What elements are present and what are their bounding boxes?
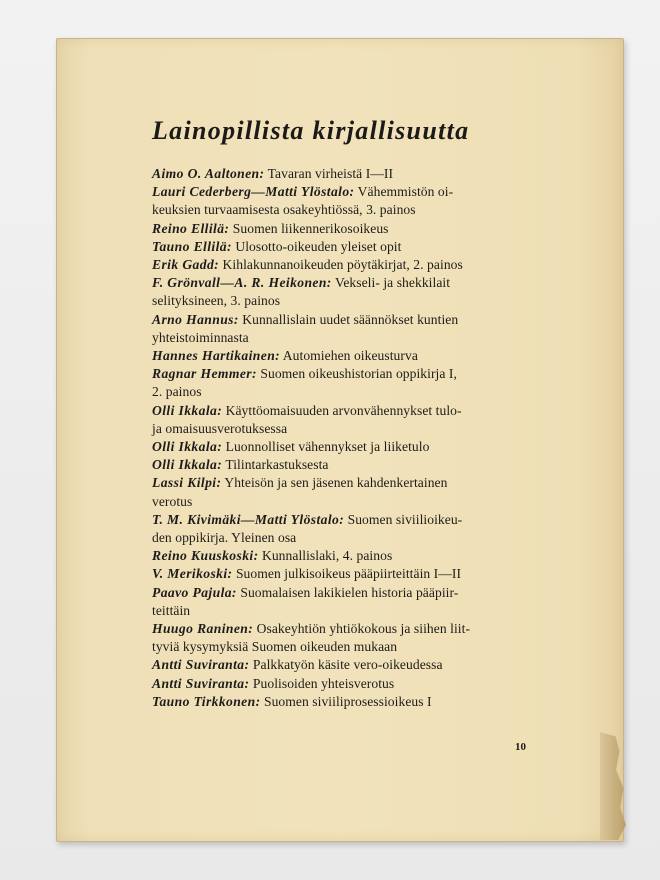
list-item <box>152 438 532 456</box>
entry-author: Lassi Kilpi: <box>152 475 222 491</box>
entry-title: Suomen julkisoikeus pääpiirteittäin I—II <box>235 566 462 582</box>
entry-author: Hannes Hartikainen: <box>152 348 281 364</box>
entry-author: Lauri Cederberg—Matti Ylöstalo: <box>152 184 355 200</box>
entry-author: T. M. Kivimäki—Matti Ylöstalo: <box>152 511 345 527</box>
entry-title: Tilintarkastuksesta <box>225 457 329 473</box>
entry-title: Automiehen oikeusturva <box>282 348 418 364</box>
list-item <box>152 165 532 183</box>
entry-title: Kihlakunnanoikeuden pöytäkirjat, 2. painos <box>222 257 463 273</box>
entry-author: Antti Suviranta: <box>152 657 250 673</box>
list-item <box>152 274 532 310</box>
entry-author: Arno Hannus: <box>152 311 239 327</box>
entry-author: Olli Ikkala: <box>152 402 223 418</box>
entry-author: Olli Ikkala: <box>152 457 223 473</box>
entry-author: Reino Ellilä: <box>152 220 230 236</box>
list-item <box>152 511 532 547</box>
entry-title: Osakeyhtiön yhtiökokous ja siihen liit- <box>256 621 471 637</box>
entry-title: Suomen siviilioikeu- <box>347 511 463 527</box>
list-item <box>152 620 532 656</box>
entry-title: Suomen liikennerikosoikeus <box>232 220 389 236</box>
entry-title-continuation: ja omaisuusverotuksessa <box>152 420 288 436</box>
entry-author: Reino Kuuskoski: <box>152 548 259 564</box>
list-item <box>152 547 532 565</box>
list-item <box>152 220 532 238</box>
list-item <box>152 584 532 620</box>
entry-title-continuation: 2. painos <box>152 384 202 400</box>
entry-author: Ragnar Hemmer: <box>152 366 257 382</box>
entry-title: Suomen oikeushistorian oppikirja I, <box>260 366 457 382</box>
list-item <box>152 256 532 274</box>
entry-author: Antti Suviranta: <box>152 675 250 691</box>
list-item <box>152 656 532 674</box>
entry-title: Kunnallislaki, 4. painos <box>261 548 393 564</box>
entry-title: Ulosotto-oikeuden yleiset opit <box>235 238 402 254</box>
entry-title-continuation: tyviä kysymyksiä Suomen oikeuden mukaan <box>152 639 398 655</box>
list-item <box>152 238 532 256</box>
entry-author: Erik Gadd: <box>152 257 220 273</box>
entry-author: V. Merikoski: <box>152 566 233 582</box>
entry-author: Olli Ikkala: <box>152 439 223 455</box>
entry-author: Tauno Ellilä: <box>152 238 232 254</box>
entry-author: Paavo Pajula: <box>152 584 237 600</box>
entry-author: Huugo Raninen: <box>152 621 254 637</box>
list-item <box>152 311 532 347</box>
entry-title-continuation: den oppikirja. Yleinen osa <box>152 530 297 546</box>
entry-title: Palkkatyön käsite vero-oikeudessa <box>252 657 443 673</box>
entry-title: Tavaran virheistä I—II <box>267 166 394 181</box>
bibliography-list <box>152 165 532 711</box>
entry-title-continuation: yhteistoiminnasta <box>152 329 249 345</box>
list-item <box>152 693 532 711</box>
entry-title-continuation: teittäin <box>152 602 191 618</box>
entry-author: Aimo O. Aaltonen: <box>152 166 265 181</box>
entry-title: Kunnallislain uudet säännökset kuntien <box>242 311 459 327</box>
page-heading: Lainopillista kirjallisuutta <box>152 116 470 145</box>
entry-title: Vekseli- ja shekkilait <box>334 275 451 291</box>
list-item <box>152 183 532 219</box>
entry-title: Käyttöomaisuuden arvonvähennykset tulo- <box>225 402 462 418</box>
entry-title: Vähemmistön oi- <box>357 184 454 200</box>
list-item <box>152 675 532 693</box>
entry-title: Luonnolliset vähennykset ja liiketulo <box>225 439 430 455</box>
list-item <box>152 365 532 401</box>
entry-author: Tauno Tirkkonen: <box>152 693 261 709</box>
entry-title: Puolisoiden yhteisverotus <box>252 675 395 691</box>
entry-title: Suomalaisen lakikielen historia pääpiir- <box>240 584 459 600</box>
entry-title-continuation: keuksien turvaamisesta osakeyhtiössä, 3. painos <box>152 202 416 218</box>
list-item <box>152 565 532 583</box>
list-item <box>152 402 532 438</box>
list-item <box>152 456 532 474</box>
list-item <box>152 347 532 365</box>
entry-author: F. Grönvall—A. R. Heikonen: <box>152 275 332 291</box>
entry-title: Suomen siviiliprosessioikeus I <box>263 693 432 709</box>
page-number: 10 <box>515 741 526 753</box>
entry-title-continuation: selityksineen, 3. painos <box>152 293 281 309</box>
list-item <box>152 474 532 510</box>
entry-title: Yhteisön ja sen jäsenen kahdenkertainen <box>224 475 448 491</box>
entry-title-continuation: verotus <box>152 493 193 509</box>
